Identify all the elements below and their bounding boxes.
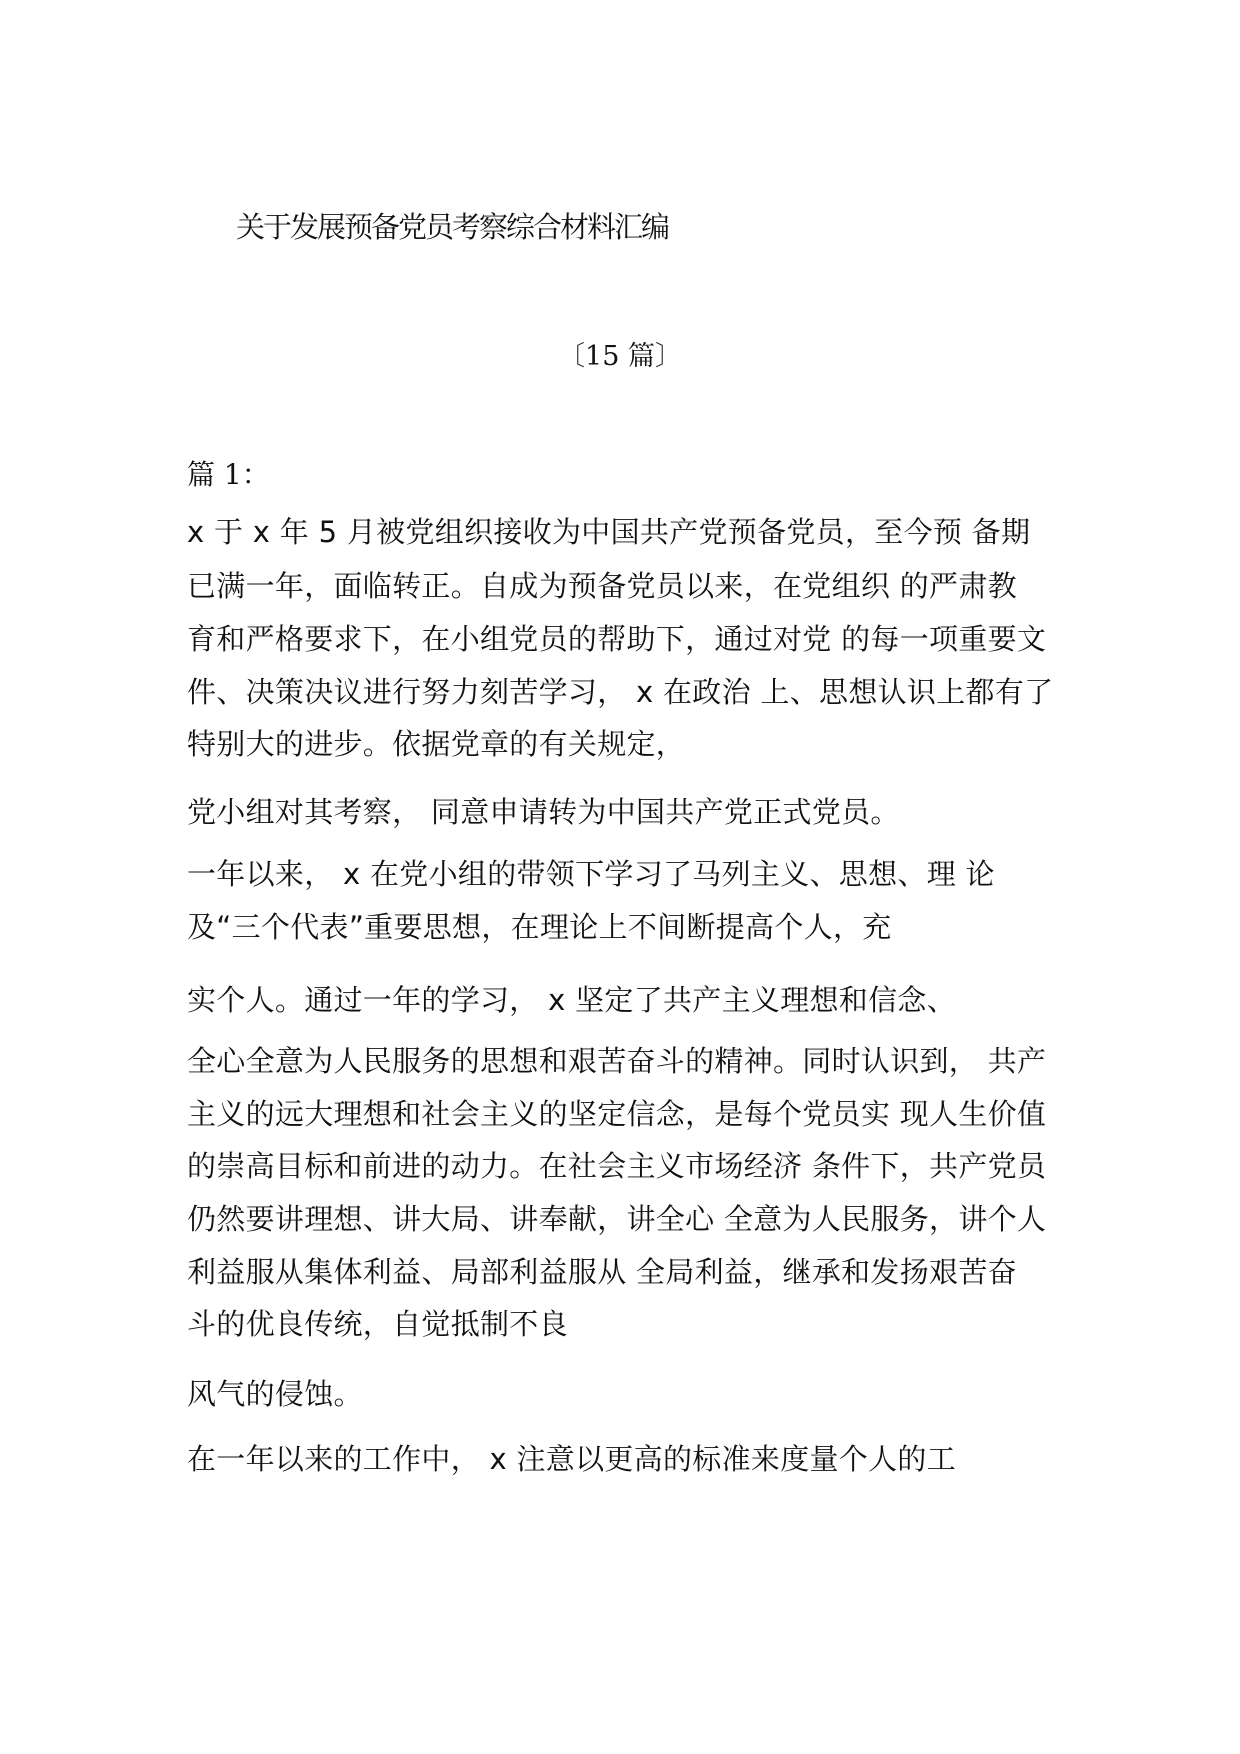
body-line: 一年以来， x 在党小组的带领下学习了马列主义、思想、理 论 [187,857,995,891]
body-line: 在一年以来的工作中， x 注意以更高的标准来度量个人的工 [187,1442,956,1476]
section-heading: 篇 1： [187,458,270,491]
body-line: 的崇高目标和前进的动力。在社会主义市场经济 条件下，共产党员 [187,1149,1047,1183]
body-line: 党小组对其考察， 同意申请转为中国共产党正式党员。 [187,795,900,829]
body-line: 特别大的进步。依据党章的有关规定， [187,727,686,761]
body-line: 全心全意为人民服务的思想和艰苦奋斗的精神。同时认识到， 共产 [187,1044,1047,1078]
body-line: 利益服从集体利益、局部利益服从 全局利益，继承和发扬艰苦奋 [187,1255,1017,1289]
document-title: 关于发展预备党员考察综合材料汇编 [236,210,669,244]
body-line: 主义的远大理想和社会主义的坚定信念，是每个党员实 现人生价值 [187,1097,1047,1131]
body-line: 实个人。通过一年的学习， x 坚定了共产主义理想和信念、 [187,983,956,1017]
body-line: 风气的侵蚀。 [187,1377,363,1411]
document-subtitle: 〔15 篇〕 [558,341,682,372]
body-line: 仍然要讲理想、讲大局、讲奉献，讲全心 全意为人民服务，讲个人 [187,1202,1047,1236]
body-line: 斗的优良传统，自觉抵制不良 [187,1307,568,1341]
body-line: 已满一年，面临转正。自成为预备党员以来，在党组织 的严肃教 [187,569,1017,603]
body-line: 育和严格要求下，在小组党员的帮助下，通过对党 的每一项重要文 [187,622,1047,656]
body-line: 及“三个代表”重要思想，在理论上不间断提高个人，充 [187,910,892,944]
body-line: x 于 x 年 5 月被党组织接收为中国共产党预备党员，至今预 备期 [187,515,1031,549]
body-line: 件、决策决议进行努力刻苦学习， x 在政治 上、思想认识上都有了 [187,675,1054,709]
